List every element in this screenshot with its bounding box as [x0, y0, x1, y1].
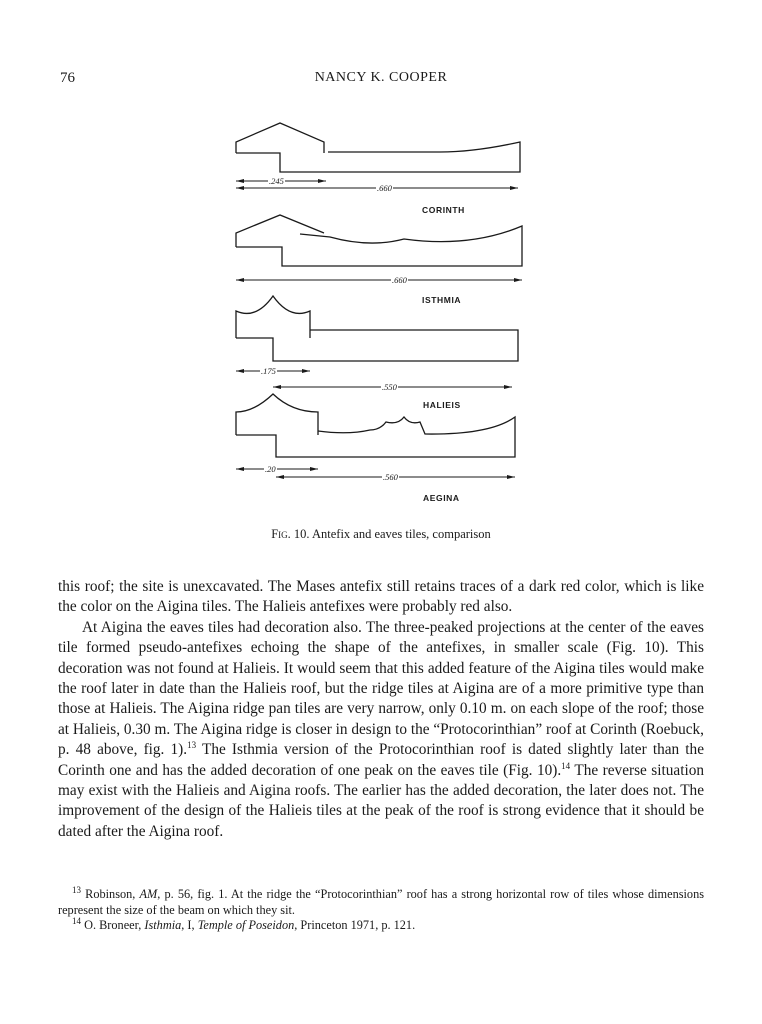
isthmia-antefix — [236, 215, 324, 247]
aegina-antefix-width: .20 — [265, 464, 276, 474]
corinth-antefix-width: .245 — [269, 176, 284, 186]
aegina-total-width: .560 — [383, 472, 398, 482]
corinth-antefix — [236, 123, 324, 153]
paragraph: At Aigina the eaves tiles had decoration also. The three-peaked projections at the center of the eaves tile formed pseudo-antefixes echoing the shape of the antefixes, in smaller scale (Fig. 10). This decoration was not found at Halieis. It would seem that this added feature of the Aigina tiles would make the roof later in date than the Halieis roof, but the ridge tiles at Aigina are of a more primitive type than those at Halieis. The Aigina ridge pan tiles are very narrow, only 0.10 m. on each slope of the roof; those at Halieis, 0.30 m. The Aigina ridge is closer in design to the “Protocorinthian” roof at Corinth (Roebuck, p. 48 above, fig. 1).$^{13}$ The Isthmia version of the Protocorinthian roof is dated slightly later than the Corinth one and has the added decoration of one peak on the eaves tile (Fig. 10).$^{14}$ The reverse situation may exist with the Halieis and Aigina roofs. The earlier has the added decoration, the later does not. The improvement of the design of the Halieis tiles at the peak of the roof is strong evidence that it should be dated after the Aigina roof. — [58, 618, 704, 840]
page-number: 76 — [60, 70, 75, 86]
footnote: $^{13}$ Robinson, AM, p. 56, fig. 1. At the ridge the “Protocorinthian” roof has a strong horizontal row of tiles whose dimensions represent the size of the beam on which they sit. — [58, 884, 704, 917]
body-text — [58, 577, 704, 842]
aegina-label: AEGINA — [423, 493, 460, 503]
corinth-total-width: .660 — [377, 183, 392, 193]
corinth-label: CORINTH — [422, 205, 465, 215]
aegina-antefix — [236, 394, 318, 435]
aegina-eaves-tile — [236, 417, 515, 457]
isthmia-label: ISTHMIA — [422, 295, 462, 305]
paragraph: this roof; the site is unexcavated. The Mases antefix still retains traces of a dark red color, which is like the color on the Aigina tiles. The Halieis antefixes were probably red also. — [58, 578, 704, 616]
halieis-antefix-width: .175 — [261, 366, 276, 376]
caption-label: Fig. 10. — [271, 527, 310, 541]
footnotes — [58, 884, 704, 934]
corinth-eaves-tile — [236, 142, 520, 172]
halieis-total-width: .550 — [382, 382, 397, 392]
footnote-ref[interactable]: 14 — [561, 760, 571, 771]
tile-profile-drawing — [0, 105, 762, 515]
figure-caption — [0, 527, 762, 542]
isthmia-total-width: .660 — [392, 275, 407, 285]
footnote-ref[interactable]: 13 — [187, 740, 197, 751]
figure-10 — [0, 105, 762, 515]
halieis-label: HALIEIS — [423, 400, 461, 410]
isthmia-eaves-tile — [236, 226, 522, 266]
footnote: $^{14}$ O. Broneer, Isthmia, I, Temple of Poseidon, Princeton 1971, p. 121. — [72, 916, 416, 933]
page-header — [0, 70, 762, 90]
caption-text: Antefix and eaves tiles, comparison — [311, 527, 491, 541]
running-head: NANCY K. COOPER — [314, 70, 448, 85]
halieis-eaves-tile — [236, 330, 518, 361]
halieis-antefix — [236, 296, 310, 338]
